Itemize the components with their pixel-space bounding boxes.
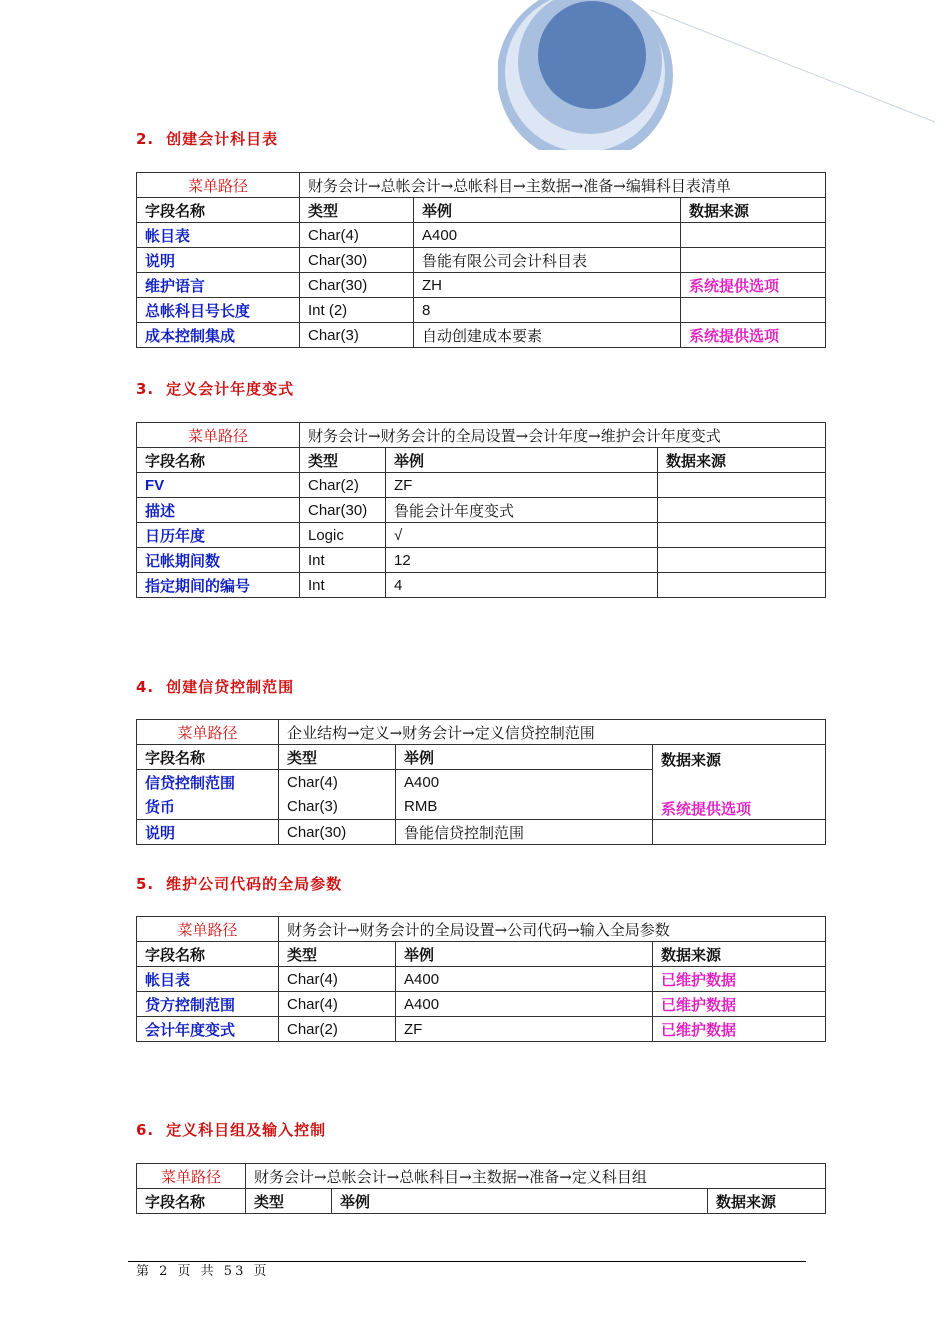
section-number: 3. bbox=[136, 380, 155, 398]
menu-path-label: 菜单路径 bbox=[137, 917, 279, 942]
field-source bbox=[658, 548, 826, 573]
menu-path-row bbox=[137, 917, 826, 942]
section-number: 5. bbox=[136, 875, 155, 893]
menu-path-label: 菜单路径 bbox=[137, 1164, 246, 1189]
field-source bbox=[653, 820, 826, 845]
spec-table bbox=[136, 1163, 826, 1214]
field-type: Char(30) bbox=[300, 273, 414, 298]
menu-path-row bbox=[137, 720, 826, 745]
field-example: 鲁能信贷控制范围 bbox=[396, 820, 653, 845]
table-row bbox=[137, 498, 826, 523]
field-source bbox=[681, 298, 826, 323]
field-name: FV bbox=[137, 473, 300, 498]
field-example: 自动创建成本要素 bbox=[414, 323, 681, 348]
field-type: Char(2) bbox=[279, 1017, 396, 1042]
spec-table bbox=[136, 916, 826, 1042]
field-example: ZF bbox=[386, 473, 658, 498]
spec-table bbox=[136, 422, 826, 598]
table-row bbox=[137, 473, 826, 498]
menu-path-row bbox=[137, 173, 826, 198]
field-name: 日历年度 bbox=[137, 523, 300, 548]
section-number: 4. bbox=[136, 678, 155, 696]
header-row bbox=[137, 745, 826, 770]
section-heading bbox=[136, 676, 294, 697]
field-type: Char(4) bbox=[279, 992, 396, 1017]
col-header-field: 字段名称 bbox=[137, 1189, 246, 1214]
header-row bbox=[137, 198, 826, 223]
field-type: Char(4) bbox=[300, 223, 414, 248]
field-example: RMB bbox=[396, 795, 653, 820]
section-number: 6. bbox=[136, 1121, 155, 1139]
section-number: 2. bbox=[136, 130, 155, 148]
section-heading bbox=[136, 873, 342, 894]
field-example: 8 bbox=[414, 298, 681, 323]
col-header-type: 类型 bbox=[279, 745, 396, 770]
table-row bbox=[137, 573, 826, 598]
table-row bbox=[137, 323, 826, 348]
field-type: Char(3) bbox=[279, 795, 396, 820]
field-name: 说明 bbox=[137, 820, 279, 845]
table-row bbox=[137, 967, 826, 992]
section-heading bbox=[136, 1119, 326, 1140]
menu-path-value: 企业结构→定义→财务会计→定义信贷控制范围 bbox=[279, 720, 826, 745]
field-name: 帐目表 bbox=[137, 967, 279, 992]
col-header-source: 数据来源 bbox=[708, 1189, 826, 1214]
field-name: 贷方控制范围 bbox=[137, 992, 279, 1017]
table-row bbox=[137, 298, 826, 323]
field-source bbox=[681, 223, 826, 248]
field-source: 系统提供选项 bbox=[681, 323, 826, 348]
section-title: 创建会计科目表 bbox=[166, 130, 279, 148]
col-header-field: 字段名称 bbox=[137, 745, 279, 770]
section-title: 定义科目组及输入控制 bbox=[166, 1121, 327, 1139]
section-title: 创建信贷控制范围 bbox=[166, 678, 295, 696]
field-type: Int bbox=[300, 573, 386, 598]
field-type: Char(30) bbox=[279, 820, 396, 845]
field-type: Int bbox=[300, 548, 386, 573]
header-row bbox=[137, 448, 826, 473]
menu-path-label: 菜单路径 bbox=[137, 720, 279, 745]
field-name: 成本控制集成 bbox=[137, 323, 300, 348]
col-header-source: 数据来源 bbox=[681, 198, 826, 223]
field-source: 已维护数据 bbox=[653, 967, 826, 992]
col-header-example: 举例 bbox=[332, 1189, 708, 1214]
menu-path-label: 菜单路径 bbox=[137, 423, 300, 448]
section-title: 定义会计年度变式 bbox=[166, 380, 295, 398]
menu-path-value: 财务会计→财务会计的全局设置→会计年度→维护会计年度变式 bbox=[300, 423, 826, 448]
header-row bbox=[137, 1189, 826, 1214]
spec-table bbox=[136, 719, 826, 845]
col-header-source-label: 数据来源 bbox=[661, 751, 722, 769]
field-source: 系统提供选项 bbox=[661, 800, 752, 818]
field-example: ZH bbox=[414, 273, 681, 298]
field-example: A400 bbox=[396, 770, 653, 795]
field-example: √ bbox=[386, 523, 658, 548]
field-source bbox=[658, 473, 826, 498]
col-header-source: 数据来源 bbox=[653, 942, 826, 967]
col-header-type: 类型 bbox=[300, 448, 386, 473]
field-name: 货币 bbox=[137, 795, 279, 820]
table-row bbox=[137, 820, 826, 845]
field-example: A400 bbox=[396, 992, 653, 1017]
field-type: Int (2) bbox=[300, 298, 414, 323]
field-name: 会计年度变式 bbox=[137, 1017, 279, 1042]
field-type: Char(4) bbox=[279, 967, 396, 992]
col-header-field: 字段名称 bbox=[137, 448, 300, 473]
field-type: Char(2) bbox=[300, 473, 386, 498]
section-heading bbox=[136, 128, 278, 149]
field-source bbox=[658, 498, 826, 523]
field-type: Char(30) bbox=[300, 248, 414, 273]
field-source: 已维护数据 bbox=[653, 992, 826, 1017]
menu-path-label: 菜单路径 bbox=[137, 173, 300, 198]
col-header-example: 举例 bbox=[386, 448, 658, 473]
col-header-source: 数据来源 bbox=[658, 448, 826, 473]
field-name: 记帐期间数 bbox=[137, 548, 300, 573]
spec-table bbox=[136, 172, 826, 348]
field-example: ZF bbox=[396, 1017, 653, 1042]
field-name: 信贷控制范围 bbox=[137, 770, 279, 795]
col-header-type: 类型 bbox=[300, 198, 414, 223]
table-row bbox=[137, 248, 826, 273]
page-footer: 第 2 页 共 53 页 bbox=[136, 1264, 270, 1279]
col-header-source bbox=[653, 745, 826, 820]
table-row bbox=[137, 223, 826, 248]
field-type: Char(30) bbox=[300, 498, 386, 523]
field-source bbox=[681, 248, 826, 273]
field-source: 系统提供选项 bbox=[681, 273, 826, 298]
col-header-field: 字段名称 bbox=[137, 942, 279, 967]
field-type: Char(4) bbox=[279, 770, 396, 795]
menu-path-row bbox=[137, 1164, 826, 1189]
col-header-type: 类型 bbox=[279, 942, 396, 967]
table-row bbox=[137, 523, 826, 548]
section-title: 维护公司代码的全局参数 bbox=[166, 875, 343, 893]
field-name: 说明 bbox=[137, 248, 300, 273]
field-name: 总帐科目号长度 bbox=[137, 298, 300, 323]
col-header-example: 举例 bbox=[414, 198, 681, 223]
header-row bbox=[137, 942, 826, 967]
field-source bbox=[658, 573, 826, 598]
menu-path-value: 财务会计→总帐会计→总帐科目→主数据→准备→编辑科目表清单 bbox=[300, 173, 826, 198]
menu-path-value: 财务会计→总帐会计→总帐科目→主数据→准备→定义科目组 bbox=[246, 1164, 826, 1189]
col-header-field: 字段名称 bbox=[137, 198, 300, 223]
col-header-type: 类型 bbox=[246, 1189, 332, 1214]
field-example: 12 bbox=[386, 548, 658, 573]
section-heading bbox=[136, 378, 294, 399]
table-row bbox=[137, 273, 826, 298]
field-example: A400 bbox=[414, 223, 681, 248]
field-example: 鲁能会计年度变式 bbox=[386, 498, 658, 523]
field-example: 鲁能有限公司会计科目表 bbox=[414, 248, 681, 273]
field-source: 已维护数据 bbox=[653, 1017, 826, 1042]
field-example: 4 bbox=[386, 573, 658, 598]
table-row bbox=[137, 1017, 826, 1042]
col-header-example: 举例 bbox=[396, 942, 653, 967]
menu-path-row bbox=[137, 423, 826, 448]
field-name: 描述 bbox=[137, 498, 300, 523]
col-header-example: 举例 bbox=[396, 745, 653, 770]
field-type: Logic bbox=[300, 523, 386, 548]
field-type: Char(3) bbox=[300, 323, 414, 348]
table-row bbox=[137, 548, 826, 573]
field-name: 维护语言 bbox=[137, 273, 300, 298]
field-example: A400 bbox=[396, 967, 653, 992]
field-name: 指定期间的编号 bbox=[137, 573, 300, 598]
field-name: 帐目表 bbox=[137, 223, 300, 248]
table-row bbox=[137, 992, 826, 1017]
menu-path-value: 财务会计→财务会计的全局设置→公司代码→输入全局参数 bbox=[279, 917, 826, 942]
field-source bbox=[658, 523, 826, 548]
